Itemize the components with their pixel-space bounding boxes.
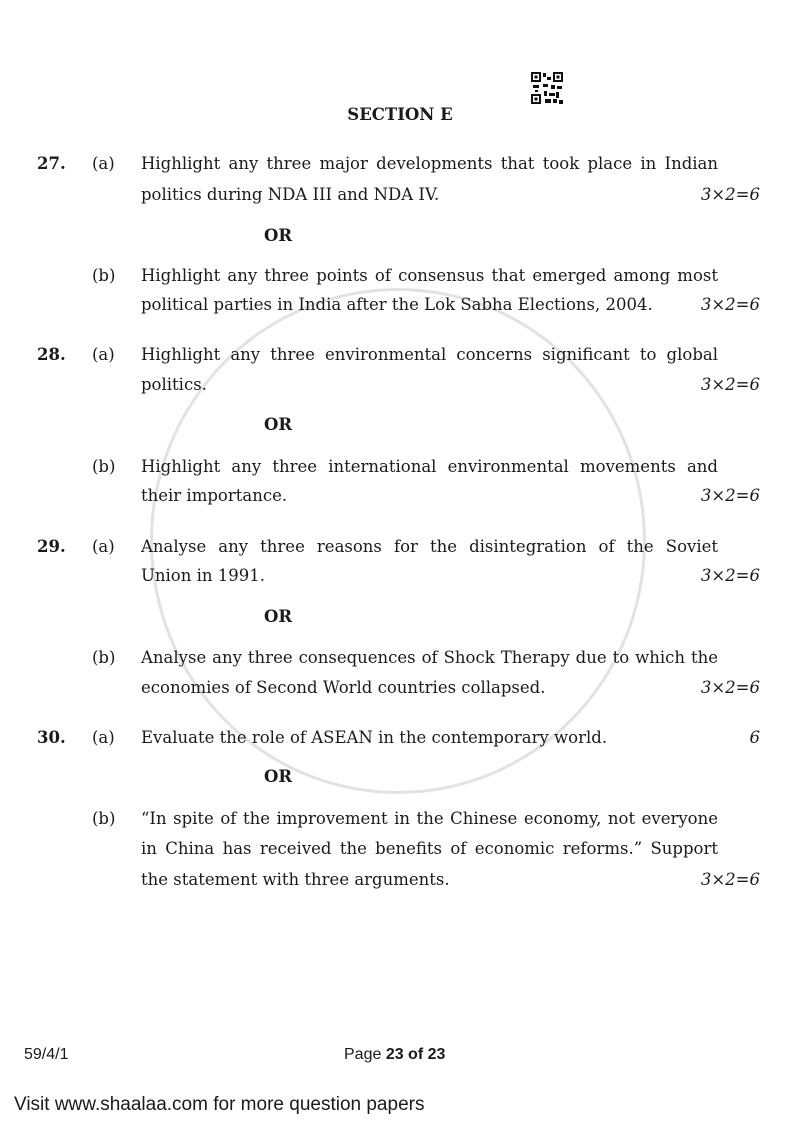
- option-label: (b): [92, 809, 116, 828]
- option-label: (b): [92, 648, 116, 667]
- question-text: in China has received the benefits of economic reforms.” Support: [141, 839, 718, 858]
- option-label: (b): [92, 457, 116, 476]
- marks: 3×2=6: [700, 870, 760, 889]
- question-text: their importance.: [141, 486, 288, 505]
- page-number: [344, 1045, 445, 1065]
- question-number: 27.: [37, 154, 66, 173]
- section-heading: SECTION E: [347, 105, 453, 124]
- marks: 3×2=6: [700, 185, 760, 204]
- question-number: 28.: [37, 345, 66, 364]
- question-text: Union in 1991.: [141, 566, 265, 585]
- marks: 3×2=6: [700, 295, 760, 314]
- question-text: political parties in India after the Lok Sabha Elections, 2004.: [141, 295, 653, 314]
- paper-code: 59/4/1: [24, 1046, 69, 1063]
- question-text: the statement with three arguments.: [141, 870, 450, 889]
- or-label: OR: [264, 415, 293, 434]
- marks: 3×2=6: [700, 678, 760, 697]
- marks: 3×2=6: [700, 375, 760, 394]
- option-label: (a): [92, 154, 115, 173]
- page-total: 23: [427, 1046, 446, 1063]
- visit-link-text: Visit www.shaalaa.com for more question papers: [14, 1094, 425, 1115]
- question-text: Highlight any three points of consensus that emerged among most: [141, 266, 718, 285]
- option-label: (a): [92, 537, 115, 556]
- page-prefix: Page: [344, 1046, 386, 1063]
- page-of: of: [403, 1046, 428, 1063]
- question-text: Analyse any three reasons for the disintegration of the Soviet: [141, 537, 718, 556]
- marks: 6: [749, 728, 760, 747]
- question-text: Highlight any three major developments that took place in Indian: [141, 154, 718, 173]
- question-text: politics.: [141, 375, 207, 394]
- question-text: Highlight any three environmental concerns significant to global: [141, 345, 718, 364]
- or-label: OR: [264, 226, 293, 245]
- question-text: Evaluate the role of ASEAN in the contemporary world.: [141, 728, 608, 747]
- option-label: (a): [92, 345, 115, 364]
- marks: 3×2=6: [700, 566, 760, 585]
- question-text: “In spite of the improvement in the Chinese economy, not everyone: [141, 809, 718, 828]
- qr-code-icon: [531, 72, 563, 104]
- page-current: 23: [385, 1046, 404, 1063]
- question-text: Highlight any three international environmental movements and: [141, 457, 718, 476]
- question-number: 29.: [37, 537, 66, 556]
- question-text: economies of Second World countries collapsed.: [141, 678, 546, 697]
- marks: 3×2=6: [700, 486, 760, 505]
- or-label: OR: [264, 767, 293, 786]
- question-number: 30.: [37, 728, 66, 747]
- or-label: OR: [264, 607, 293, 626]
- option-label: (b): [92, 266, 116, 285]
- option-label: (a): [92, 728, 115, 747]
- question-text: politics during NDA III and NDA IV.: [141, 185, 440, 204]
- question-text: Analyse any three consequences of Shock Therapy due to which the: [141, 648, 718, 667]
